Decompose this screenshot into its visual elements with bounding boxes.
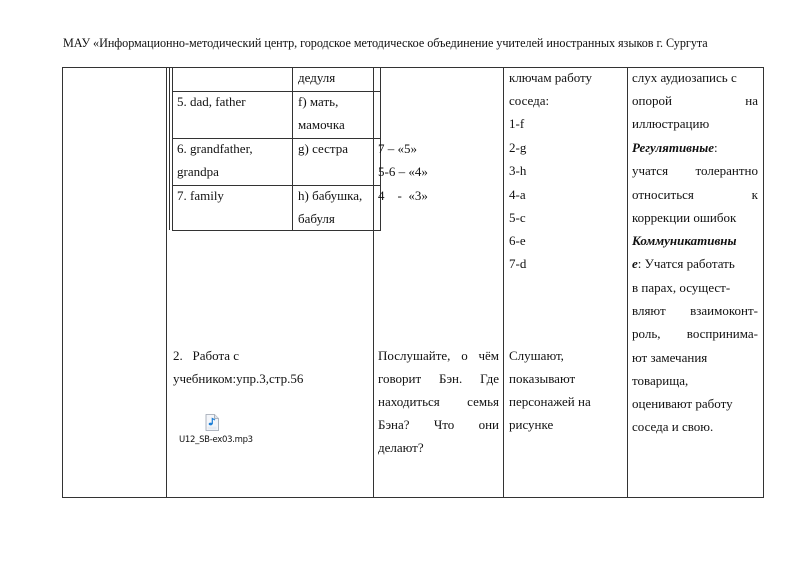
vocab-en: 7. family: [177, 188, 224, 203]
skill-line: оценивают работу: [632, 396, 733, 411]
grade-line: 7 – «5»: [378, 141, 417, 156]
skill-line: коррекции ошибок: [632, 210, 737, 225]
vocab-ru: g) сестра: [298, 141, 348, 156]
skill-line: е: Учатся работать: [632, 256, 735, 271]
table-border: [373, 67, 374, 498]
vocab-ru: бабуля: [298, 211, 335, 226]
table-border: [503, 67, 504, 498]
mp3-filename[interactable]: U12_SB-ex03.mp3: [179, 435, 253, 445]
skill-line: товарища,: [632, 373, 689, 388]
skill-line: роль, воспринима-: [632, 326, 758, 341]
vocab-ru: f) мать,: [298, 94, 339, 109]
student-line: Слушают,: [509, 348, 564, 363]
skill-heading-regulative: Регулятивные: [632, 140, 714, 155]
instruction-line: говорит Бэн. Где: [378, 371, 499, 386]
stage-title: 2. Работа с: [173, 348, 240, 363]
skill-line: учатся толерантно: [632, 163, 758, 178]
student-line: показывают: [509, 371, 576, 386]
vocab-ru: дедуля: [298, 70, 336, 85]
table-border: [292, 67, 293, 231]
grade-line: 5-6 – «4»: [378, 164, 428, 179]
table-border: [172, 67, 380, 68]
vocab-ru: мамочка: [298, 117, 345, 132]
table-border: [172, 230, 380, 231]
table-bottom-border: [62, 497, 764, 498]
skill-line: соседа и свою.: [632, 419, 714, 434]
table-border: [172, 67, 173, 231]
student-line: персонажей на: [509, 394, 591, 409]
vocab-ru: h) бабушка,: [298, 188, 363, 203]
skill-line: относиться к: [632, 187, 758, 202]
skill-line: опорой на: [632, 93, 758, 108]
answer-line: 1-f: [509, 116, 525, 131]
answer-line: 5-c: [509, 210, 526, 225]
skill-heading-communicative: Коммуникативны: [632, 233, 737, 248]
answer-line: 6-e: [509, 233, 526, 248]
mp3-file-icon[interactable]: [205, 414, 219, 431]
vocab-en: 5. dad, father: [177, 94, 246, 109]
table-border: [166, 67, 167, 498]
document-header: МАУ «Информационно-методический центр, городское методическое объединение учителей иностранных языков г. Сургута: [63, 36, 708, 50]
answer-line: 4-a: [509, 187, 526, 202]
grade-line: 4 - «3»: [378, 188, 428, 203]
vocab-en: 6. grandfather,: [177, 141, 253, 156]
skill-line: вляют взаимоконт-: [632, 303, 758, 318]
answer-line: ключам работу: [509, 70, 593, 85]
skill-line: иллюстрацию: [632, 116, 710, 131]
table-border: [627, 67, 628, 498]
answer-line: 7-d: [509, 256, 527, 271]
skill-line: в парах, осущест-: [632, 280, 731, 295]
skill-line: слух аудиозапись с: [632, 70, 737, 85]
answer-line: 2-g: [509, 140, 527, 155]
skill-line-regulative: Регулятивные:: [632, 140, 718, 155]
answer-line: 3-h: [509, 163, 527, 178]
table-border: [169, 67, 170, 230]
student-line: рисунке: [509, 417, 554, 432]
table-border: [763, 67, 764, 498]
answer-line: соседа:: [509, 93, 550, 108]
stage-title: учебником:упр.3,стр.56: [173, 371, 304, 386]
instruction-line: делают?: [378, 440, 424, 455]
vocab-en: grandpa: [177, 164, 219, 179]
skill-line: ют замечания: [632, 350, 708, 365]
instruction-line: находиться семья: [378, 394, 499, 409]
instruction-line: Послушайте, о чём: [378, 348, 499, 363]
table-border: [62, 67, 63, 498]
instruction-line: Бэна? Что они: [378, 417, 499, 432]
